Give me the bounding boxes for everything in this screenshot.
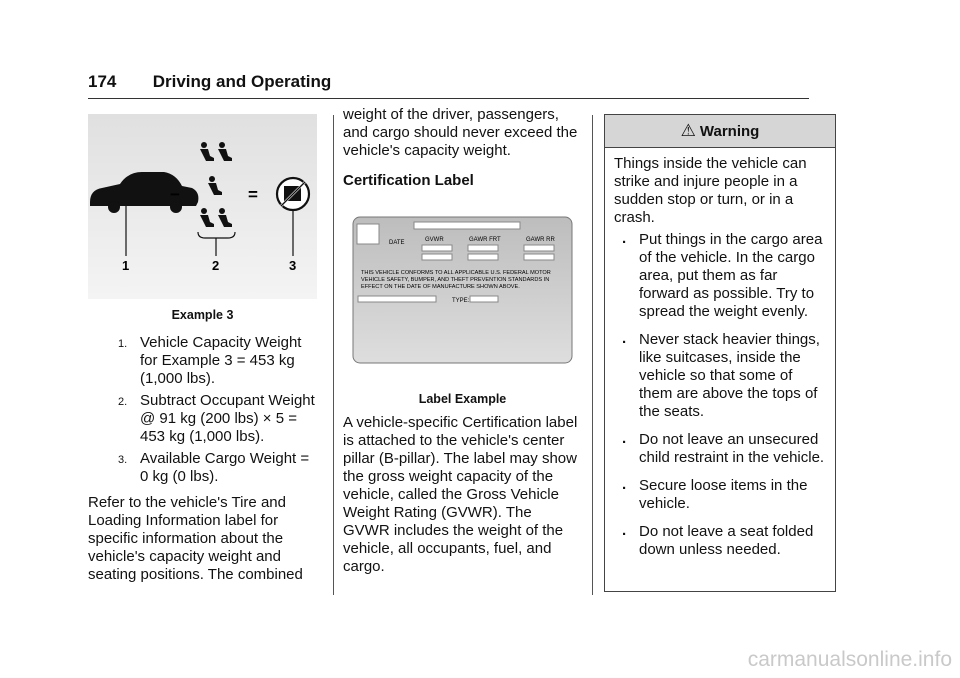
- figure-caption: Label Example: [418, 392, 507, 406]
- column-2-top: [343, 106, 579, 202]
- example-3-illustration: [88, 114, 317, 299]
- numbered-list: [88, 334, 320, 486]
- vehicle-icon: [90, 172, 198, 206]
- list-item: . Put things in the cargo area of the vehicle. In the cargo area, put them as far forward as possible. Try to spread the weight evenly.: [622, 230, 823, 320]
- svg-text:GAWR FRT: GAWR FRT: [469, 237, 501, 243]
- no-cargo-icon: [277, 178, 309, 210]
- warning-icon: ⚠: [680, 121, 696, 140]
- column-divider: [592, 115, 593, 595]
- section-title: Driving and Operating: [152, 72, 332, 91]
- list-item: . Do not leave a seat folded down unless needed.: [622, 522, 814, 558]
- warning-body: [605, 148, 835, 559]
- warning-title: Warning: [699, 122, 760, 140]
- minus-sign: −: [170, 185, 180, 204]
- body-paragraph: A vehicle-specific Certification label is attached to the vehicle's center pillar (B-pillar). The label may show the gross weight capacity of the vehicle, called the Gross Vehicle Weight Rating (GVWR). The GVWR includes the weight of the vehicle, all occupants, fuel, and cargo.: [343, 414, 578, 575]
- svg-text:EFFECT ON THE DATE OF MANUFACT: EFFECT ON THE DATE OF MANUFACTURE SHOWN ABOVE.: [361, 284, 520, 290]
- warning-header: [605, 115, 835, 148]
- subsection-heading: Certification Label: [343, 172, 474, 189]
- list-item: . Never stack heavier things, like suitcases, inside the vehicle so that some of them are above the tops of the seats.: [622, 330, 820, 420]
- body-paragraph: weight of the driver, passengers, and cargo should never exceed the vehicle's capacity weight.: [343, 106, 578, 159]
- warning-list: [614, 231, 827, 559]
- page-number: 174: [88, 72, 117, 91]
- page-header: [88, 72, 331, 92]
- svg-text:DATE: DATE: [389, 240, 405, 246]
- occupant-icons: [200, 142, 232, 227]
- svg-text:GVWR: GVWR: [425, 237, 444, 243]
- header-rule: [88, 98, 809, 99]
- callout-2: 2: [212, 258, 220, 273]
- column-divider: [333, 115, 334, 595]
- warning-box: [604, 114, 836, 592]
- warning-intro: Things inside the vehicle can strike and injure people in a sudden stop or turn, or in a crash.: [614, 155, 807, 226]
- certification-label-illustration: [352, 216, 573, 364]
- svg-text:THIS VEHICLE CONFORMS TO ALL A: THIS VEHICLE CONFORMS TO ALL APPLICABLE U.S. FEDERAL MOTOR: [361, 270, 551, 276]
- watermark: carmanualsonline.info: [747, 648, 952, 671]
- equals-sign: =: [248, 185, 258, 204]
- list-item: 1. Vehicle Capacity Weight for Example 3 = 453 kg (1,000 lbs).: [118, 334, 302, 387]
- column-2-bottom: [343, 414, 579, 588]
- callout-1: 1: [122, 258, 130, 273]
- column-1: [88, 334, 320, 596]
- body-paragraph: Refer to the vehicle's Tire and Loading Information label for specific information about the vehicle's capacity weight and seating positions. The combined: [88, 494, 303, 583]
- list-item: 3. Available Cargo Weight = 0 kg (0 lbs).: [118, 450, 310, 485]
- svg-text:VEHICLE SAFETY, BUMPER, AND TH: VEHICLE SAFETY, BUMPER, AND THEFT PREVENTION STANDARDS IN: [361, 277, 550, 283]
- callout-3: 3: [289, 258, 297, 273]
- svg-text:GAWR RR: GAWR RR: [526, 237, 555, 243]
- list-item: . Secure loose items in the vehicle.: [622, 476, 808, 512]
- figure-caption: Example 3: [171, 308, 234, 322]
- list-item: . Do not leave an unsecured child restraint in the vehicle.: [622, 430, 825, 466]
- svg-text:TYPE:: TYPE:: [452, 298, 470, 304]
- list-item: 2. Subtract Occupant Weight @ 91 kg (200 lbs) × 5 = 453 kg (1,000 lbs).: [118, 392, 315, 445]
